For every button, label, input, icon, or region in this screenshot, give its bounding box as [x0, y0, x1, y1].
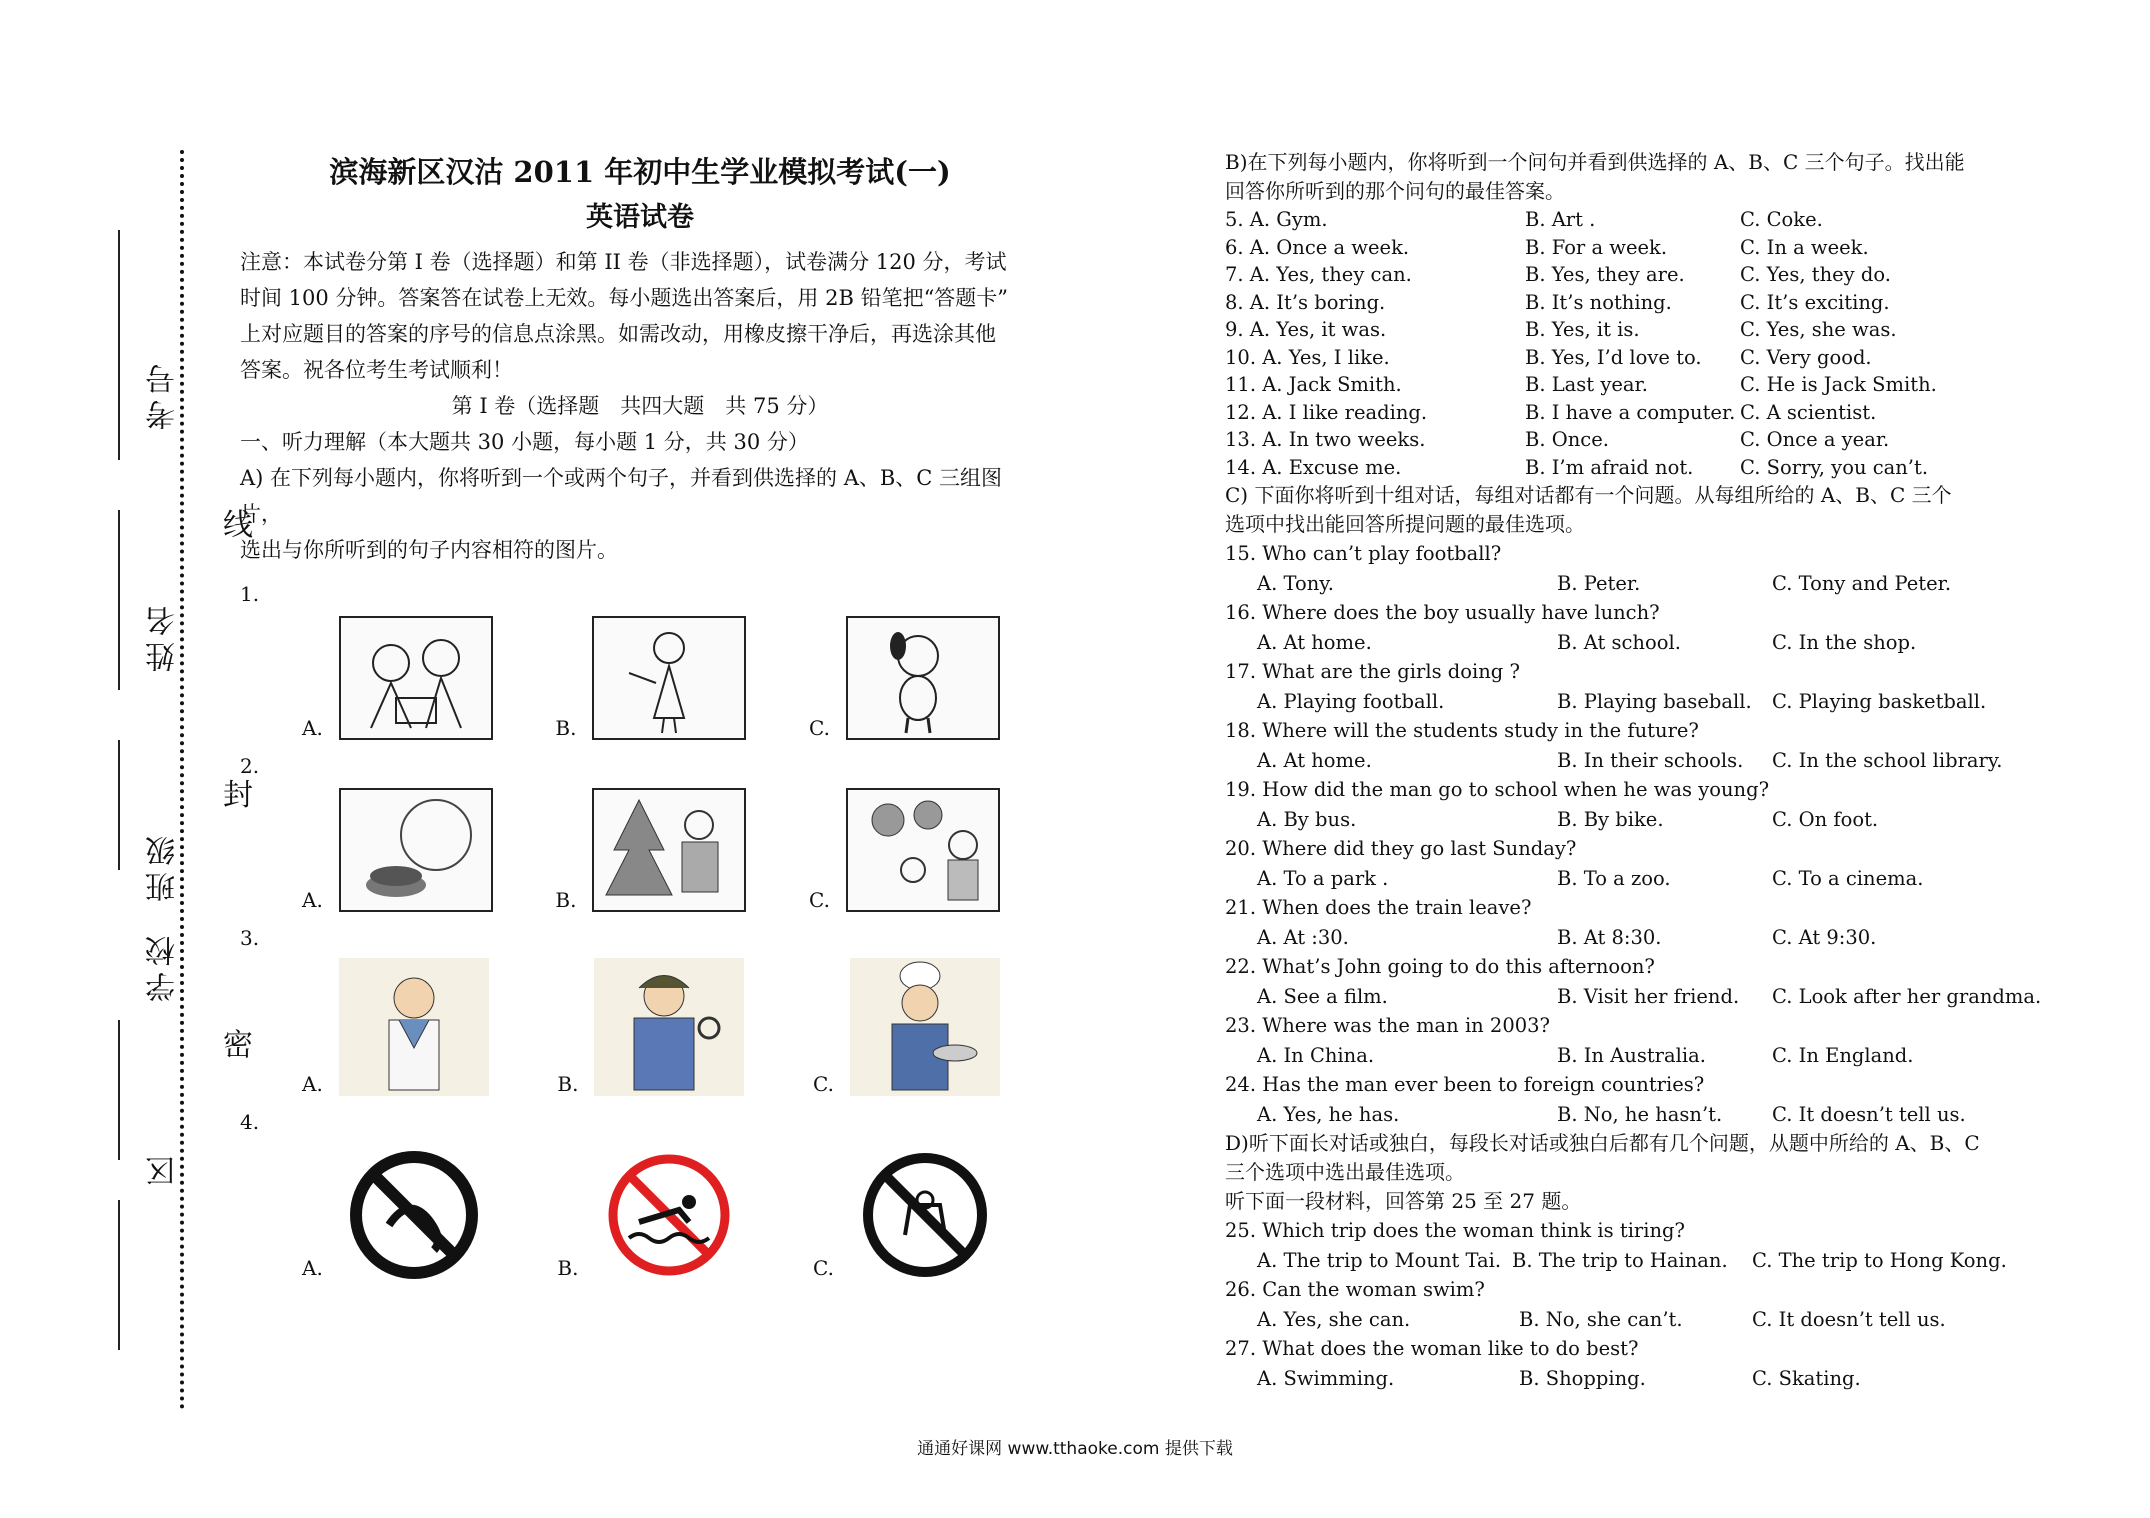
- question-block: [1225, 1275, 2035, 1334]
- option-c: C. Sorry, you can’t.: [1740, 455, 1929, 479]
- question-row: [1225, 426, 2035, 454]
- option-b: B. Shopping.: [1519, 1366, 1646, 1390]
- binding-margin: [60, 140, 253, 1420]
- option-a: A. Swimming.: [1257, 1366, 1395, 1390]
- option-letter: C.: [809, 888, 830, 912]
- exam-subtitle: 英语试卷: [586, 202, 694, 233]
- exam-title: 滨海新区汉沽 2011 年初中生学业模拟考试(一): [329, 155, 951, 189]
- section-c-instruction: 选项中找出能回答所提问题的最佳选项。: [1225, 512, 1585, 536]
- question-options: [1225, 805, 2035, 835]
- option-c: C. In the shop.: [1772, 630, 1917, 654]
- question-row: [1225, 261, 2035, 289]
- question-row: [1225, 316, 2035, 344]
- option-c: C. He is Jack Smith.: [1740, 373, 1937, 396]
- picture-option: [555, 616, 746, 740]
- question-block: [1225, 1011, 2035, 1070]
- binding-rule: [118, 740, 120, 870]
- seal-dotted-line: [180, 150, 184, 1410]
- section-a-instruction: 选出与你所听到的句子内容相符的图片。: [240, 538, 618, 562]
- option-letter: B.: [557, 1256, 579, 1280]
- binding-rule: [118, 230, 120, 460]
- option-c: C. Very good.: [1740, 345, 1872, 369]
- question-stem: 23. Where was the man in 2003?: [1225, 1014, 1551, 1037]
- question-block: [1225, 893, 2035, 952]
- question-stem: 15. Who can’t play football?: [1225, 542, 1502, 565]
- option-a: A. See a film.: [1257, 984, 1388, 1008]
- option-b: B. Visit her friend.: [1557, 984, 1740, 1008]
- cartoon-dog-icon: [846, 616, 1000, 740]
- option-c: C. To a cinema.: [1772, 866, 1924, 890]
- question-block: [1225, 1070, 2035, 1129]
- question-stem: 25. Which trip does the woman think is tiring?: [1225, 1219, 1685, 1242]
- part1-heading: 第 I 卷（选择题 共四大题 共 75 分）: [451, 394, 829, 418]
- question-options: [1225, 1100, 2035, 1130]
- option-b: B. I’m afraid not.: [1525, 455, 1694, 479]
- question-stem: 27. What does the woman like to do best?: [1225, 1337, 1639, 1360]
- label-school: 学校: [146, 930, 181, 1002]
- option-a: A. Yes, he has.: [1257, 1102, 1400, 1126]
- option-c: C. Once a year.: [1740, 428, 1890, 451]
- option-b: B. No, she can’t.: [1519, 1307, 1683, 1331]
- question-stem: 17. What are the girls doing ?: [1225, 660, 1520, 683]
- option-letter: A.: [302, 888, 323, 912]
- section-b-list: [1225, 206, 2035, 481]
- option-b: B. Art .: [1525, 208, 1596, 231]
- section-b-instruction: 回答你所听到的那个问句的最佳答案。: [1225, 179, 1565, 203]
- right-column: [1225, 148, 2042, 1393]
- detective-icon: [594, 958, 744, 1096]
- picture-option: [302, 1150, 489, 1280]
- option-b: B. Yes, I’d love to.: [1525, 345, 1702, 369]
- option-a: A. At home.: [1257, 630, 1372, 654]
- question-options: [1225, 864, 2035, 894]
- question-options: [1225, 1246, 2035, 1276]
- option-letter: A.: [302, 1072, 323, 1096]
- question-options: [1225, 1041, 2035, 1071]
- question-number: 4.: [240, 1110, 260, 1134]
- option-letter: C.: [809, 716, 830, 740]
- picture-options-row: [240, 1140, 1040, 1280]
- question-row: [1225, 234, 2035, 262]
- lanterns-firecracker-icon: [846, 788, 1000, 912]
- picture-option: [809, 616, 1000, 740]
- seal-char-line: 线: [223, 508, 253, 543]
- christmas-tree-santa-icon: [592, 788, 746, 912]
- page-footer: 通通好课网 www.tthaoke.com 提供下载: [917, 1439, 1233, 1459]
- option-c: C. Look after her grandma.: [1772, 984, 2042, 1008]
- option-c: C. Coke.: [1740, 208, 1823, 231]
- section-d-instruction: 三个选项中选出最佳选项。: [1225, 1160, 1465, 1184]
- binding-rule: [118, 1200, 120, 1350]
- option-a: A. Yes, she can.: [1257, 1307, 1411, 1331]
- question-block: [1225, 775, 2035, 834]
- question-number: 2.: [240, 754, 260, 778]
- option-a: 14. A. Excuse me.: [1225, 455, 1402, 479]
- option-letter: A.: [302, 716, 323, 740]
- question-stem: 19. How did the man go to school when he was young?: [1225, 778, 1770, 801]
- no-swimming-sign-icon: [594, 1150, 744, 1280]
- option-a: A. Playing football.: [1257, 689, 1445, 713]
- option-b: B. I have a computer.: [1525, 400, 1736, 424]
- option-a: 13. A. In two weeks.: [1225, 428, 1426, 451]
- question-stem: 18. Where will the students study in the future?: [1225, 719, 1699, 742]
- option-a: 6. A. Once a week.: [1225, 235, 1410, 259]
- picture-options-row: [240, 956, 1040, 1096]
- label-class: 班级: [146, 830, 181, 902]
- picture-option: [809, 788, 1000, 912]
- question-block: [1225, 952, 2042, 1011]
- no-smoking-sign-icon: [339, 1150, 489, 1280]
- option-a: A. By bus.: [1257, 807, 1357, 831]
- picture-option: [557, 1150, 744, 1280]
- question-options: [1225, 1364, 2035, 1394]
- option-b: B. At school.: [1557, 630, 1681, 654]
- option-a: A. To a park .: [1257, 866, 1389, 890]
- section-a-instruction: A) 在下列每小题内，你将听到一个或两个句子，并看到供选择的 A、B、C 三组图片，: [240, 466, 1003, 526]
- notice-line: 答案。祝各位考生考试顺利！: [240, 358, 513, 382]
- option-letter: B.: [555, 888, 577, 912]
- question-stem: 16. Where does the boy usually have lunch?: [1225, 601, 1660, 624]
- question-options: [1225, 923, 2035, 953]
- question-options: [1225, 569, 2035, 599]
- seal-char-secret: 密: [223, 1028, 253, 1063]
- question-options: [1225, 982, 2042, 1012]
- option-b: B. In their schools.: [1557, 748, 1744, 772]
- option-c: C. In the school library.: [1772, 748, 2003, 772]
- label-name: 姓名: [146, 600, 181, 672]
- option-b: B. Once.: [1525, 428, 1609, 451]
- option-b: B. For a week.: [1525, 235, 1668, 259]
- no-photography-sign-icon: [850, 1150, 1000, 1280]
- picture-option: [302, 788, 493, 912]
- picture-option: [557, 958, 744, 1096]
- option-c: C. On foot.: [1772, 807, 1879, 831]
- option-b: B. Last year.: [1525, 373, 1648, 396]
- section-d-list: [1225, 1216, 2035, 1393]
- question-stem: 20. Where did they go last Sunday?: [1225, 837, 1577, 860]
- label-exam-number: 考号: [146, 358, 181, 430]
- option-a: 11. A. Jack Smith.: [1225, 373, 1402, 396]
- question-number: 3.: [240, 926, 260, 950]
- option-a: A. At :30.: [1257, 925, 1349, 949]
- section-d-instruction: D)听下面长对话或独白，每段长对话或独白后都有几个问题，从题中所给的 A、B、C: [1225, 1131, 1980, 1155]
- option-a: 9. A. Yes, it was.: [1225, 318, 1387, 341]
- question-options: [1225, 687, 2035, 717]
- picture-option: [302, 616, 493, 740]
- question-number: 1.: [240, 582, 260, 606]
- option-c: C. Playing basketball.: [1772, 689, 1987, 713]
- question-block: [1225, 539, 2035, 598]
- option-c: C. Tony and Peter.: [1772, 571, 1952, 595]
- option-c: C. In England.: [1772, 1043, 1914, 1067]
- doctor-icon: [339, 958, 489, 1096]
- option-b: B. Yes, it is.: [1525, 318, 1640, 341]
- binding-rule: [118, 510, 120, 690]
- option-c: C. In a week.: [1740, 235, 1869, 259]
- option-c: C. It’s exciting.: [1740, 290, 1890, 314]
- option-b: B. Peter.: [1557, 571, 1641, 595]
- question-block: [1225, 716, 2035, 775]
- label-district: 区: [146, 1150, 181, 1186]
- option-b: B. It’s nothing.: [1525, 290, 1672, 314]
- option-b: B. In Australia.: [1557, 1043, 1706, 1067]
- question-options: [1225, 746, 2035, 776]
- option-b: B. No, he hasn’t.: [1557, 1102, 1723, 1126]
- option-a: 8. A. It’s boring.: [1225, 290, 1386, 314]
- option-c: C. It doesn’t tell us.: [1772, 1102, 1966, 1126]
- option-letter: A.: [302, 1256, 323, 1280]
- notice-line: 时间 100 分钟。答案答在试卷上无效。每小题选出答案后，用 2B 铅笔把“答题卡”: [240, 286, 1009, 310]
- question-stem: 21. When does the train leave?: [1225, 896, 1532, 919]
- seal-char-seal: 封: [223, 778, 253, 813]
- section-c-list: [1225, 539, 2042, 1129]
- option-letter: B.: [555, 716, 577, 740]
- option-b: B. At 8:30.: [1557, 925, 1662, 949]
- option-letter: B.: [557, 1072, 579, 1096]
- question-row: [1225, 289, 2035, 317]
- section-b-instruction: B)在下列每小题内，你将听到一个问句并看到供选择的 A、B、C 三个句子。找出能: [1225, 150, 1965, 174]
- option-a: A. In China.: [1257, 1043, 1375, 1067]
- question-row: [1225, 399, 2035, 427]
- picture-option: [555, 788, 746, 912]
- option-a: 7. A. Yes, they can.: [1225, 263, 1412, 286]
- option-letter: C.: [813, 1256, 834, 1280]
- option-letter: C.: [813, 1072, 834, 1096]
- section-title: 一、听力理解（本大题共 30 小题，每小题 1 分，共 30 分）: [240, 430, 809, 454]
- option-a: 10. A. Yes, I like.: [1225, 345, 1390, 369]
- question-stem: 22. What’s John going to do this afternoon?: [1225, 955, 1655, 978]
- option-a: 12. A. I like reading.: [1225, 400, 1428, 424]
- question-block: [1225, 1216, 2035, 1275]
- two-kids-writing-icon: [339, 616, 493, 740]
- question-block: [1225, 598, 2035, 657]
- question-row: [1225, 344, 2035, 372]
- option-c: C. A scientist.: [1740, 400, 1877, 424]
- question-row: [1225, 206, 2035, 234]
- picture-options-row: [240, 784, 1040, 912]
- option-a: A. At home.: [1257, 748, 1372, 772]
- notice-line: 上对应题目的答案的序号的信息点涂黑。如需改动，用橡皮擦干净后，再选涂其他: [240, 322, 996, 346]
- option-c: C. At 9:30.: [1772, 925, 1877, 949]
- option-b: B. To a zoo.: [1557, 866, 1671, 890]
- question-row: [1225, 454, 2035, 482]
- option-c: C. The trip to Hong Kong.: [1752, 1248, 2007, 1272]
- option-a: 5. A. Gym.: [1225, 208, 1328, 231]
- option-c: C. Yes, they do.: [1740, 263, 1891, 286]
- section-c-instruction: C) 下面你将听到十组对话，每组对话都有一个问题。从每组所给的 A、B、C 三个: [1225, 483, 1952, 507]
- question-stem: 24. Has the man ever been to foreign countries?: [1225, 1073, 1705, 1096]
- picture-option: [813, 958, 1000, 1096]
- option-c: C. It doesn’t tell us.: [1752, 1307, 1946, 1331]
- section-d-intro: 听下面一段材料，回答第 25 至 27 题。: [1225, 1189, 1582, 1213]
- mooncake-icon: [339, 788, 493, 912]
- girl-pointing-icon: [592, 616, 746, 740]
- question-block: [1225, 657, 2035, 716]
- question-options: [1225, 1305, 2035, 1335]
- question-block: [1225, 834, 2035, 893]
- notice-line: 注意：本试卷分第 I 卷（选择题）和第 II 卷（非选择题），试卷满分 120 分，考试: [240, 250, 1007, 274]
- picture-options-row: [240, 612, 1040, 740]
- option-b: B. By bike.: [1557, 807, 1664, 831]
- binding-rule: [118, 1020, 120, 1160]
- option-a: A. The trip to Mount Tai.: [1257, 1248, 1502, 1272]
- question-row: [1225, 371, 2035, 399]
- option-a: A. Tony.: [1257, 571, 1334, 595]
- picture-option: [813, 1150, 1000, 1280]
- option-b: B. The trip to Hainan.: [1512, 1248, 1728, 1272]
- option-c: C. Skating.: [1752, 1366, 1861, 1390]
- question-stem: 26. Can the woman swim?: [1225, 1278, 1485, 1301]
- chef-icon: [850, 958, 1000, 1096]
- left-column: [240, 150, 1040, 1286]
- option-b: B. Playing baseball.: [1557, 689, 1752, 713]
- question-options: [1225, 628, 2035, 658]
- question-block: [1225, 1334, 2035, 1393]
- picture-option: [302, 958, 489, 1096]
- option-b: B. Yes, they are.: [1525, 263, 1685, 286]
- option-c: C. Yes, she was.: [1740, 318, 1897, 341]
